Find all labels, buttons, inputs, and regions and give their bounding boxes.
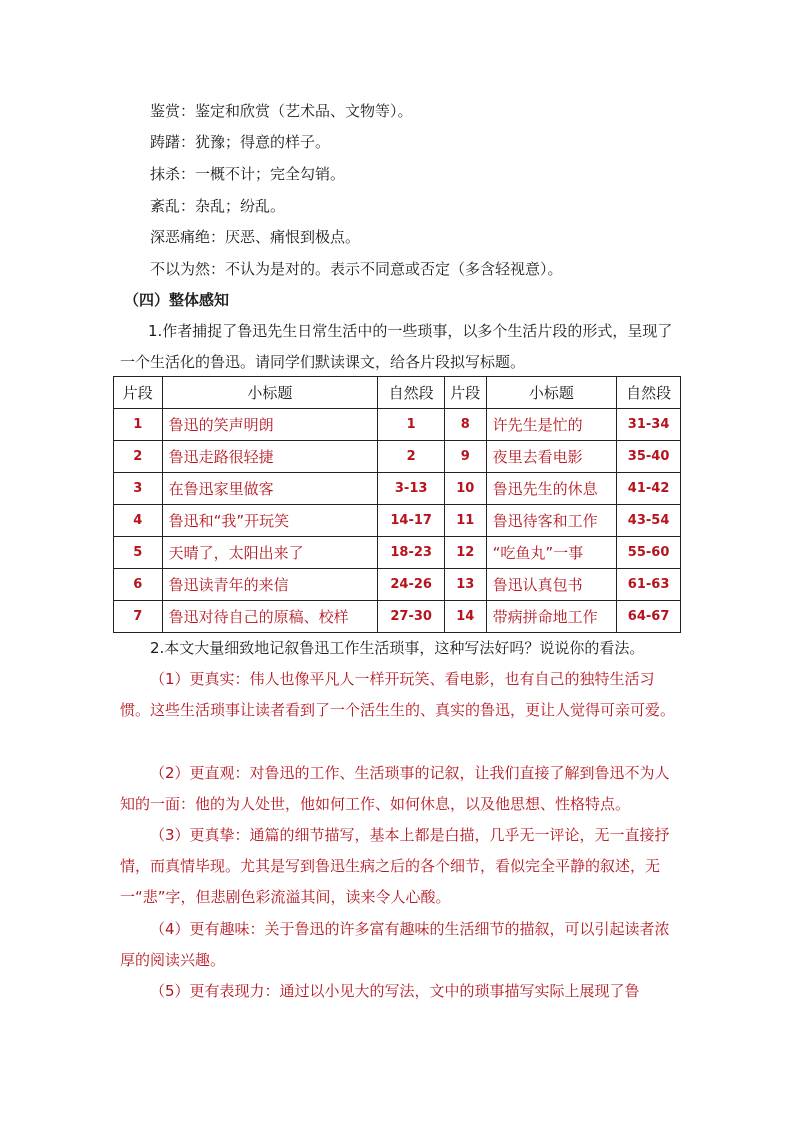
segment-number: 6 bbox=[114, 569, 163, 601]
header-paragraph: 自然段 bbox=[617, 377, 681, 409]
paragraph-range: 61-63 bbox=[617, 569, 681, 601]
table-row bbox=[114, 537, 681, 569]
segment-title: “吃鱼丸”一事 bbox=[486, 537, 617, 569]
paragraph-range: 35-40 bbox=[617, 441, 681, 473]
segment-title: 天晴了，太阳出来了 bbox=[162, 537, 378, 569]
paragraph-range: 24-26 bbox=[378, 569, 445, 601]
segment-title: 鲁迅对待自己的原稿、校样 bbox=[162, 601, 378, 633]
header-segment: 片段 bbox=[114, 377, 163, 409]
segment-title: 许先生是忙的 bbox=[486, 409, 617, 441]
segment-title: 带病拼命地工作 bbox=[486, 601, 617, 633]
segment-title: 鲁迅认真包书 bbox=[486, 569, 617, 601]
definition-1: 鉴赏：鉴定和欣赏（艺术品、文物等）。 bbox=[150, 102, 413, 120]
segment-number: 14 bbox=[445, 601, 487, 633]
table-header-row bbox=[114, 377, 681, 409]
segment-number: 10 bbox=[445, 473, 487, 505]
segment-title: 鲁迅待客和工作 bbox=[486, 505, 617, 537]
section-heading: （四）整体感知 bbox=[124, 291, 230, 309]
header-title: 小标题 bbox=[486, 377, 617, 409]
segment-number: 1 bbox=[114, 409, 163, 441]
paragraph-range: 18-23 bbox=[378, 537, 445, 569]
segment-number: 7 bbox=[114, 601, 163, 633]
definition-6: 不以为然：不认为是对的。表示不同意或否定（多含轻视意）。 bbox=[150, 260, 563, 278]
question-1: 1.作者捕捉了鲁迅先生日常生活中的一些琐事，以多个生活片段的形式，呈现了一个生活化的鲁迅。请同学们默读课文，给各片段拟写标题。 bbox=[120, 322, 673, 371]
paragraph-range: 2 bbox=[378, 441, 445, 473]
table-row bbox=[114, 601, 681, 633]
definition-2: 踌躇：犹豫；得意的样子。 bbox=[150, 133, 331, 151]
paragraph-range: 41-42 bbox=[617, 473, 681, 505]
header-paragraph: 自然段 bbox=[378, 377, 445, 409]
segment-title: 鲁迅的笑声明朗 bbox=[162, 409, 378, 441]
question-2: 2.本文大量细致地记叙鲁迅工作生活琐事，这种写法好吗？说说你的看法。 bbox=[150, 639, 645, 657]
segment-number: 9 bbox=[445, 441, 487, 473]
paragraph-range: 27-30 bbox=[378, 601, 445, 633]
segment-number: 4 bbox=[114, 505, 163, 537]
segment-number: 5 bbox=[114, 537, 163, 569]
table-row bbox=[114, 409, 681, 441]
paragraph-range: 43-54 bbox=[617, 505, 681, 537]
segment-title: 鲁迅先生的休息 bbox=[486, 473, 617, 505]
answer-5: （5）更有表现力：通过以小见大的写法，文中的琐事描写实际上展现了鲁 bbox=[150, 982, 640, 1000]
definition-3: 抹杀：一概不计；完全勾销。 bbox=[150, 165, 346, 183]
table-row bbox=[114, 569, 681, 601]
segment-title: 夜里去看电影 bbox=[486, 441, 617, 473]
paragraph-range: 14-17 bbox=[378, 505, 445, 537]
header-title: 小标题 bbox=[162, 377, 378, 409]
segment-title: 在鲁迅家里做客 bbox=[162, 473, 378, 505]
answer-2: （2）更直观：对鲁迅的工作、生活琐事的记叙，让我们直接了解到鲁迅不为人知的一面：他的为人处世，他如何工作、如何休息，以及他思想、性格特点。 bbox=[120, 764, 670, 813]
segment-number: 8 bbox=[445, 409, 487, 441]
answer-4: （4）更有趣味：关于鲁迅的许多富有趣味的生活细节的描叙，可以引起读者浓厚的阅读兴趣。 bbox=[120, 920, 670, 969]
segment-number: 13 bbox=[445, 569, 487, 601]
paragraph-range: 1 bbox=[378, 409, 445, 441]
definition-5: 深恶痛绝：厌恶、痛恨到极点。 bbox=[150, 228, 361, 246]
segment-number: 2 bbox=[114, 441, 163, 473]
segment-table bbox=[113, 376, 681, 633]
segment-number: 12 bbox=[445, 537, 487, 569]
definition-4: 紊乱：杂乱；纷乱。 bbox=[150, 197, 286, 215]
paragraph-range: 3-13 bbox=[378, 473, 445, 505]
table-row bbox=[114, 505, 681, 537]
table-row bbox=[114, 441, 681, 473]
segment-title: 鲁迅和“我”开玩笑 bbox=[162, 505, 378, 537]
answer-3: （3）更真挚：通篇的细节描写，基本上都是白描，几乎无一评论，无一直接抒情，而真情毕现。尤其是写到鲁迅生病之后的各个细节，看似完全平静的叙述，无一“悲”字，但悲剧色彩流溢其间，读来令人心酸。 bbox=[120, 826, 670, 906]
segment-title: 鲁迅走路很轻捷 bbox=[162, 441, 378, 473]
paragraph-range: 55-60 bbox=[617, 537, 681, 569]
segment-title: 鲁迅读青年的来信 bbox=[162, 569, 378, 601]
paragraph-range: 64-67 bbox=[617, 601, 681, 633]
header-segment: 片段 bbox=[445, 377, 487, 409]
segment-number: 11 bbox=[445, 505, 487, 537]
paragraph-range: 31-34 bbox=[617, 409, 681, 441]
answer-1: （1）更真实：伟人也像平凡人一样开玩笑、看电影，也有自己的独特生活习惯。这些生活琐事让读者看到了一个活生生的、真实的鲁迅，更让人觉得可亲可爱。 bbox=[120, 670, 676, 719]
segment-number: 3 bbox=[114, 473, 163, 505]
table-row bbox=[114, 473, 681, 505]
